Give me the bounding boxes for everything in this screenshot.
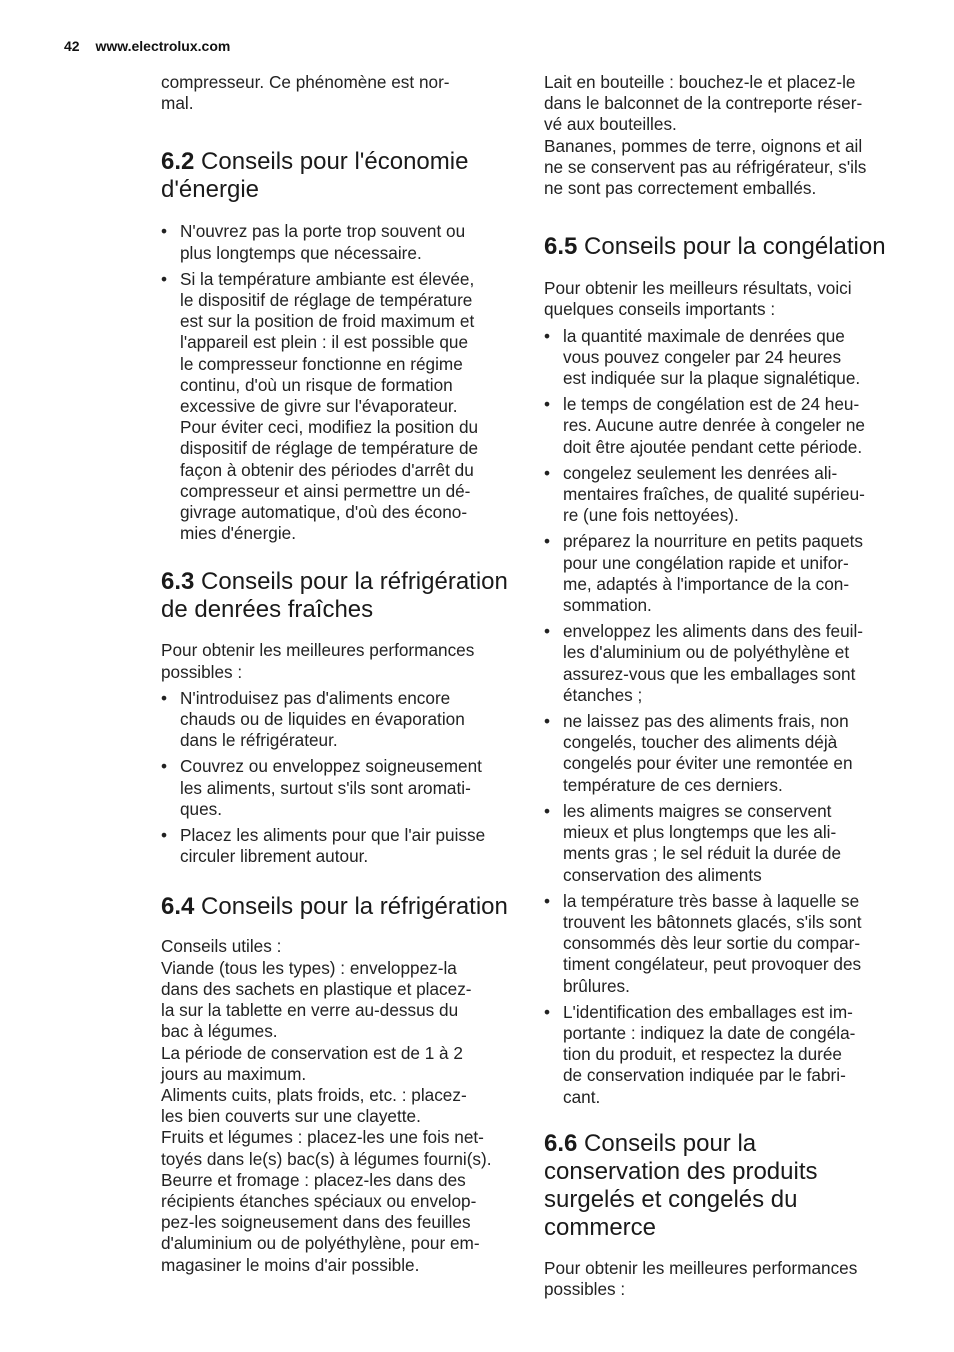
bullet: • (161, 268, 168, 289)
bullet: • (544, 325, 551, 346)
list-item: • le temps de congélation est de 24 heu- res. Aucune autre denrée à congeler ne doit être ajoutée pendant cette période. (544, 394, 865, 457)
bullet: • (544, 621, 551, 642)
section-6-6-heading (544, 1130, 896, 1242)
section-6-3-intro: Pour obtenir les meilleures performances possibles : (161, 640, 475, 682)
section-number: 6.4 (161, 893, 195, 921)
section-title: Conseils pour la réfrigération de denrées fraîches (161, 568, 508, 624)
section-title: Conseils pour l'économie d'énergie (161, 148, 469, 204)
bullet: • (544, 711, 551, 732)
bullet: • (161, 825, 168, 846)
bullet: • (161, 687, 168, 708)
section-number: 6.6 (544, 1129, 578, 1157)
list-item: • N'introduisez pas d'aliments encore chauds ou de liquides en évaporation dans le réfrigérateur. (161, 687, 465, 751)
bullet: • (544, 462, 551, 483)
section-number: 6.3 (161, 568, 195, 596)
section-6-4-heading (161, 893, 513, 921)
section-6-5-list (544, 326, 896, 1108)
list-item: • enveloppez les aliments dans des feuil- les d'aluminium ou de polyéthylène et assurez-vous que les emballages sont étanches ; (544, 621, 864, 705)
list-item: • les aliments maigres se conservent mieux et plus longtemps que les ali- ments gras ; le sel réduit la durée de conservation des aliments (544, 800, 842, 885)
section-6-5-heading (544, 233, 896, 261)
section-number: 6.2 (161, 148, 195, 176)
section-6-3-list (161, 688, 513, 868)
list-item: • Placez les aliments pour que l'air puisse circuler librement autour. (161, 825, 486, 867)
list-item: • préparez la nourriture en petits paquets pour une congélation rapide et unifor- me, adaptés à l'importance de la con- sommation. (544, 531, 864, 616)
section-6-4-body: Conseils utiles : Viande (tous les types) : enveloppez-la dans des sachets en plastique et placez- la sur la tablette en verre au-dessus du bac à légumes. La période de conservation est de 1 à 2 jours au maximum. Aliments cuits, plats froids, etc. : placez- les bien couverts sur une clayette. Fruits et légumes : placez-les une fois net- toyés dans le(s) bac(s) à légumes fourni(s). Beurre et fromage : placez-les dans des récipients étanches spéciaux ou envelop- pez-les soigneusement dans des feuilles d'aluminium ou de polyéthylène, pour em- magasiner le moins d'air possible. (161, 936, 492, 1275)
section-title: Conseils pour la réfrigération (201, 893, 508, 921)
list-item: • la température très basse à laquelle se trouvent les bâtonnets glacés, s'ils sont consommés dès leur sortie du compar- timent congélateur, peut provoquer des brûlures. (544, 890, 862, 996)
list-item: • congelez seulement les denrées ali- mentaires fraîches, de qualité supérieu- re (une fois nettoyées). (544, 462, 865, 526)
list-item: • L'identification des emballages est im- portante : indiquez la date de congéla- tion du produit, et respectez la durée de conservation indiquée par le fabri- cant. (544, 1001, 856, 1107)
left-column (161, 72, 513, 1276)
section-6-3-heading (161, 568, 513, 624)
list-item: • N'ouvrez pas la porte trop souvent ou plus longtemps que nécessaire. (161, 221, 466, 263)
page-header (64, 38, 230, 54)
section-6-2-list (161, 221, 513, 544)
list-item: • la quantité maximale de denrées que vous pouvez congeler par 24 heures est indiquée sur la plaque signalétique. (544, 325, 861, 389)
list-item: • Si la température ambiante est élevée, le dispositif de réglage de température est sur la position de froid maximum et l'appareil est plein : il est possible que le compresseur fonctionne en régime continu, d'où un risque de formation excessive de givre sur l'évaporateur. Pour éviter ceci, modifiez la position du dispositif de réglage de température de façon à obtenir des périodes d'arrêt du compresseur et ainsi permettre un dé- givrage automatique, d'où des écono- mies d'énergie. (161, 268, 479, 544)
bullet: • (544, 800, 551, 821)
list-item: • ne laissez pas des aliments frais, non congelés, toucher des aliments déjà congelés pour éviter une remontée en température de ces derniers. (544, 711, 853, 795)
list-item: • Couvrez ou enveloppez soigneusement les aliments, surtout s'ils sont aromati- ques. (161, 756, 482, 819)
section-6-5-intro: Pour obtenir les meilleurs résultats, voici quelques conseils importants : (544, 278, 852, 320)
section-title: Conseils pour la conservation des produits surgelés et congelés du commerce (544, 1129, 818, 1241)
section-6-2-heading (161, 148, 513, 204)
bullet: • (161, 756, 168, 777)
section-number: 6.5 (544, 233, 578, 261)
bullet: • (544, 890, 551, 911)
page-number: 42 (64, 38, 80, 54)
bullet: • (544, 531, 551, 552)
bullet: • (161, 221, 168, 242)
section-6-4-continued: Lait en bouteille : bouchez-le et placez-le dans le balconnet de la contreporte réser- vé aux bouteilles. Bananes, pommes de terre, oignons et ail ne se conservent pas au réfrigérateur, s'ils ne sont pas correctement emballés. (544, 72, 867, 199)
bullet: • (544, 1001, 551, 1022)
continued-paragraph: compresseur. Ce phénomène est nor- mal. (161, 72, 450, 114)
site-url: www.electrolux.com (95, 38, 231, 54)
section-6-6-intro: Pour obtenir les meilleures performances possibles : (544, 1257, 858, 1299)
section-title: Conseils pour la congélation (584, 233, 886, 261)
bullet: • (544, 394, 551, 415)
right-column (544, 72, 896, 1300)
